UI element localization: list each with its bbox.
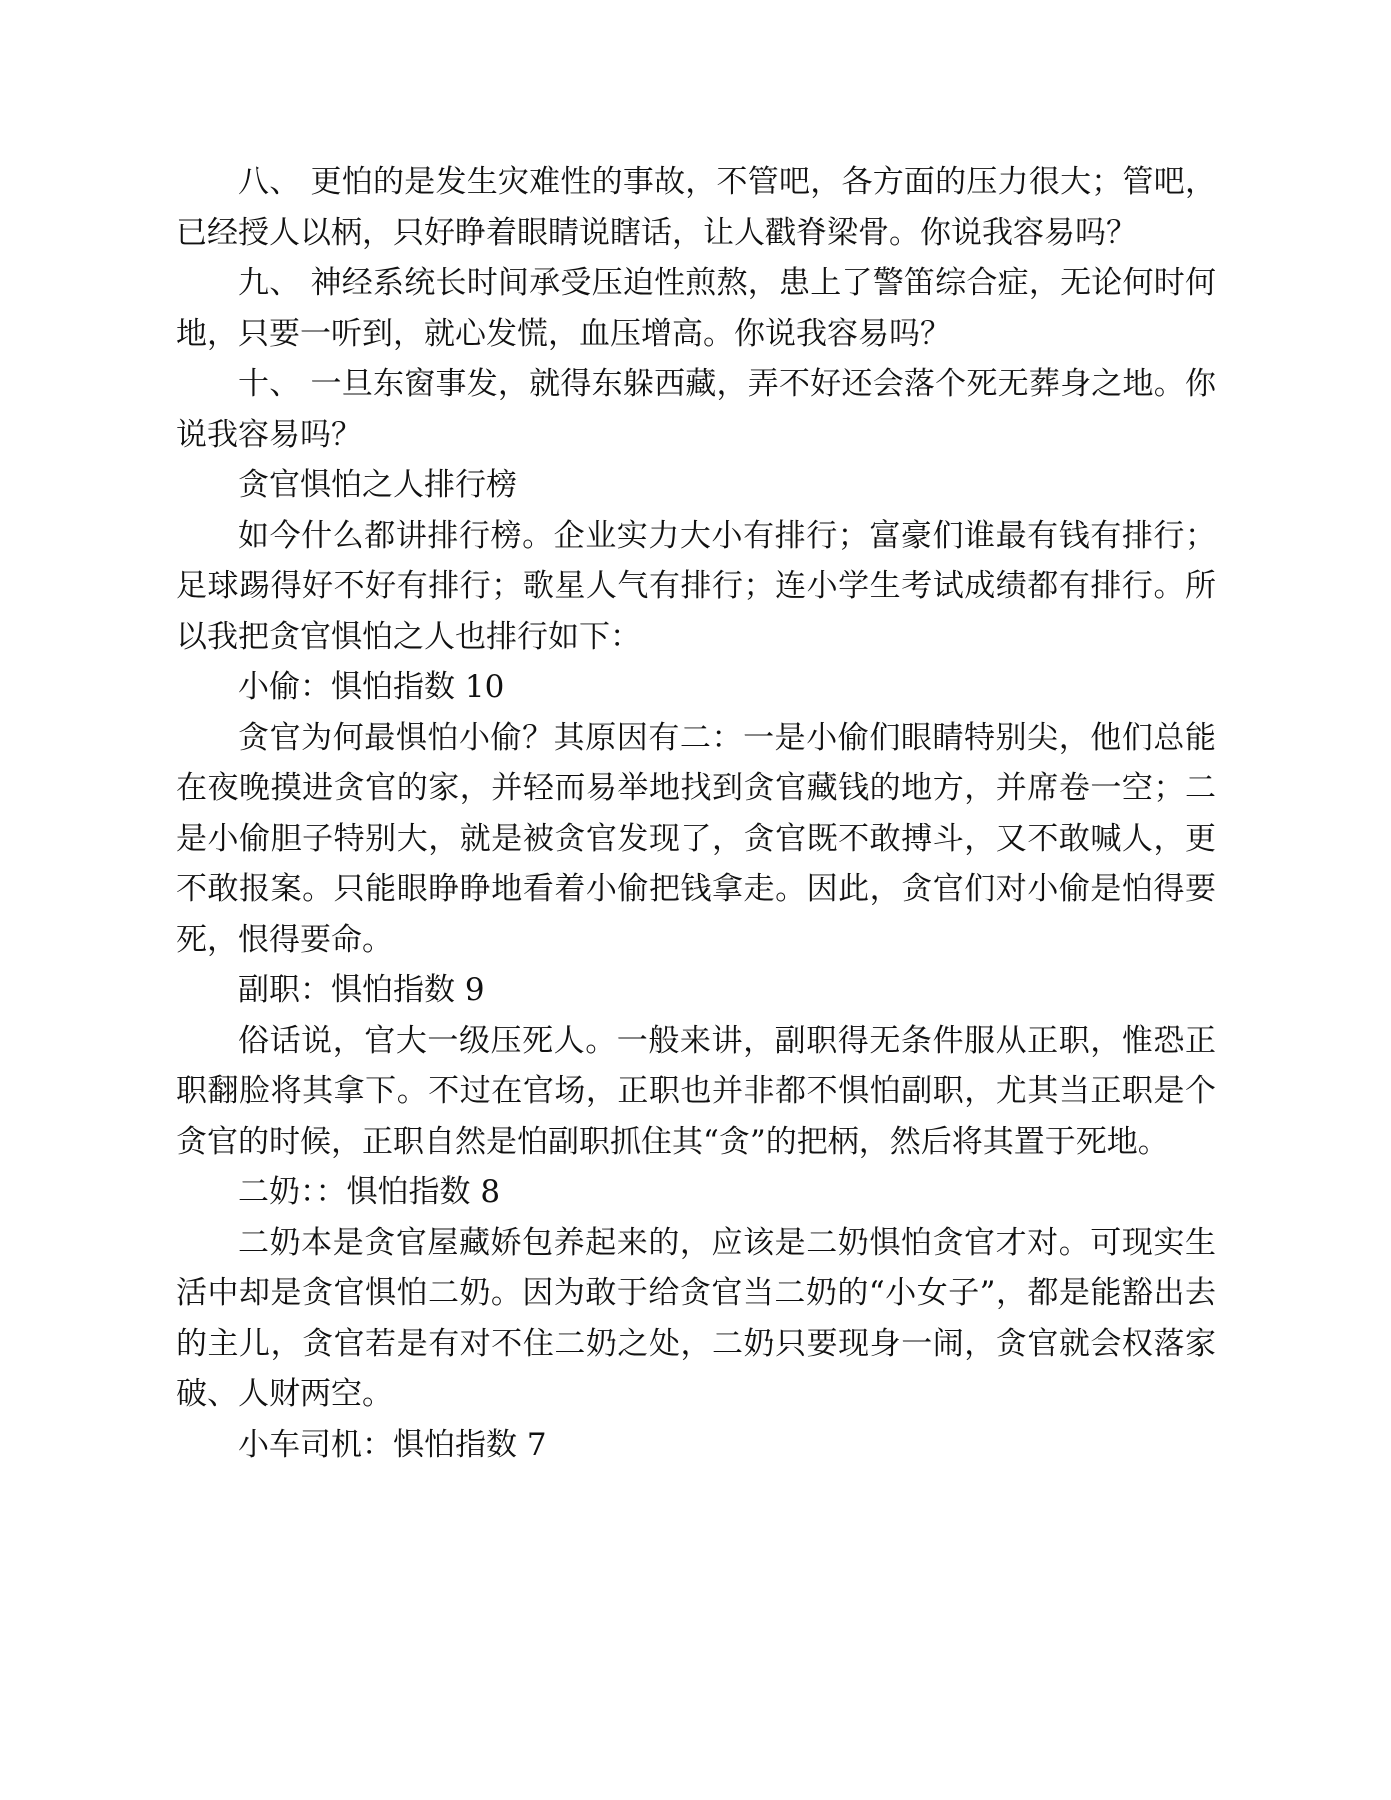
rank-heading-thief: 小偷：惧怕指数 10 [238, 669, 505, 705]
rank-text-deputy: 俗话说，官大一级压死人。一般来讲，副职得无条件服从正职，惟恐正职翻脸将其拿下。不过在官场，正职也并非都不惧怕副职，尤其当正职是个贪官的时候，正职自然是怕副职抓住其“贪”的把柄，然后将其置于死地。 [176, 1022, 1216, 1160]
rank-heading-driver: 小车司机：惧怕指数 7 [238, 1426, 547, 1463]
paragraph-item-10: 十、 一旦东窗事发，就得东躲西藏，弄不好还会落个死无葬身之地。你说我容易吗？ [176, 366, 1216, 453]
paragraph-item-8: 八、 更怕的是发生灾难性的事故，不管吧，各方面的压力很大；管吧，已经授人以柄，只好睁着眼睛说瞎话，让人戳脊梁骨。你说我容易吗？ [176, 164, 1216, 251]
rank-text-mistress: 二奶本是贪官屋藏娇包养起来的，应该是二奶惧怕贪官才对。可现实生活中却是贪官惧怕二奶。因为敢于给贪官当二奶的“小女子”，都是能豁出去的主儿，贪官若是有对不住二奶之处，二奶只要现身一闹，贪官就会权落家破、人财两空。 [176, 1224, 1216, 1412]
rank-heading-mistress: 二奶：：惧怕指数 8 [238, 1174, 501, 1210]
intro-paragraph: 如今什么都讲排行榜。企业实力大小有排行；富豪们谁最有钱有排行；足球踢得好不好有排行；歌星人气有排行；连小学生考试成绩都有排行。所以我把贪官惧怕之人也排行如下： [176, 517, 1216, 655]
section-heading: 贪官惧怕之人排行榜 [238, 467, 517, 503]
rank-text-thief: 贪官为何最惧怕小偷？其原因有二：一是小偷们眼睛特别尖，他们总能在夜晚摸进贪官的家，并轻而易举地找到贪官藏钱的地方，并席卷一空；二是小偷胆子特别大，就是被贪官发现了，贪官既不敢搏斗，又不敢喊人，更不敢报案。只能眼睁睁地看着小偷把钱拿走。因此，贪官们对小偷是怕得要死，恨得要命。 [176, 719, 1216, 958]
rank-heading-deputy: 副职：惧怕指数 9 [238, 972, 485, 1008]
paragraph-item-9: 九、 神经系统长时间承受压迫性煎熬，患上了警笛综合症，无论何时何地，只要一听到，就心发慌，血压增高。你说我容易吗？ [176, 265, 1216, 352]
document-body [176, 157, 1216, 1470]
